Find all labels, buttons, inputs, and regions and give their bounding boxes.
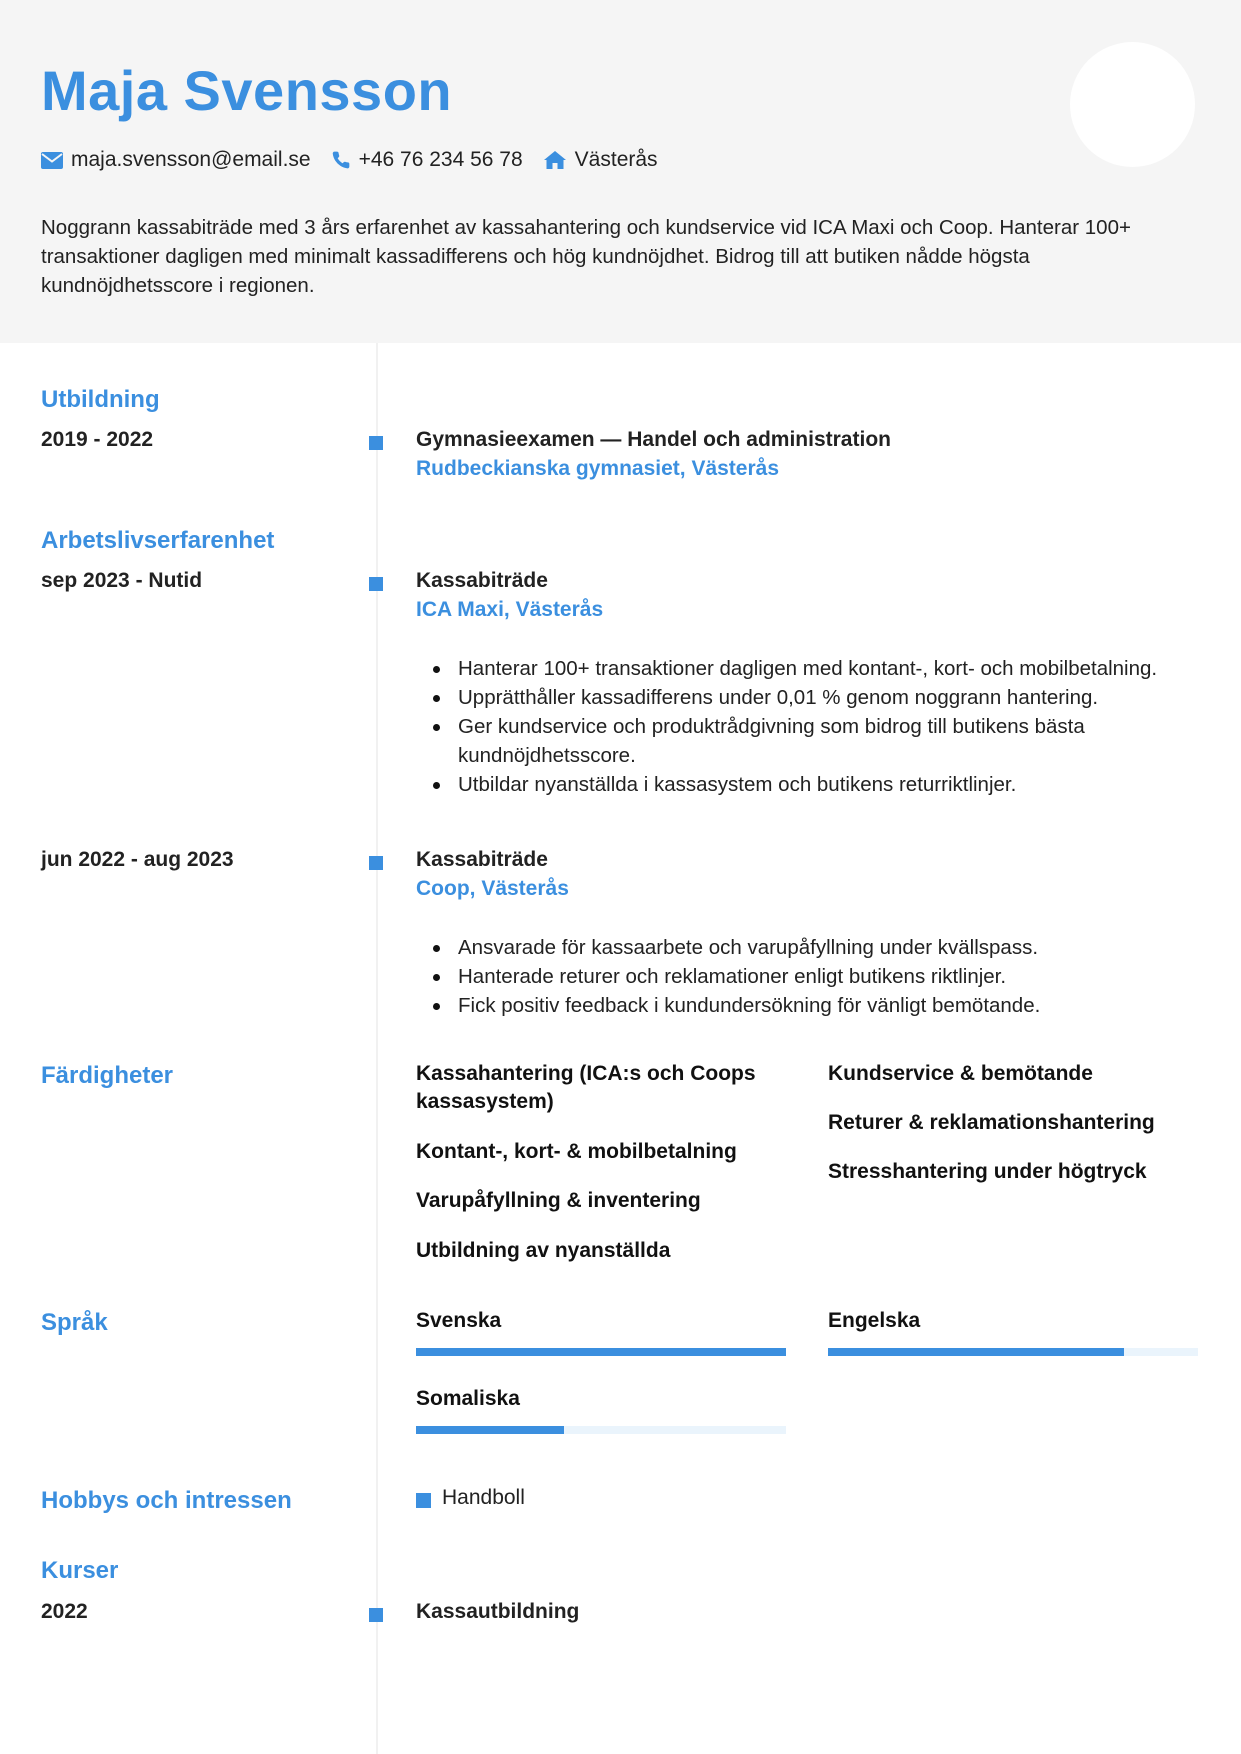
contact-location [543,148,658,172]
section-title-hobbies: Hobbys och intressen [41,1487,292,1514]
section-title-education: Utbildning [41,386,160,413]
timeline-marker [369,577,383,591]
experience-employer: ICA Maxi, Västerås [416,598,604,621]
experience-role: Kassabiträde [416,848,548,871]
list-item: Ansvarade för kassaarbete och varupåfyllning under kvällspass. [416,933,1206,962]
skill-item: Varupåfyllning & inventering [416,1189,701,1212]
language-name: Svenska [416,1309,502,1332]
timeline-marker [369,856,383,870]
skill-item: Returer & reklamationshantering [828,1111,1155,1134]
language-level-bar [828,1348,1198,1356]
skill-item: Stresshantering under högtryck [828,1160,1147,1183]
skill-item: Kundservice & bemötande [828,1062,1093,1085]
language-level-bar [416,1348,786,1356]
experience-bullets [416,654,1206,799]
profile-summary: Noggrann kassabiträde med 3 års erfarenhet av kassahantering och kundservice vid ICA Maxi och Coop. Hanterar 100+ transaktioner dagligen med minimalt kassadifferens och hög kundnöjdhet. Bidrog till att butiken nådde högsta kundnöjdhetsscore i regionen. [41,216,1131,297]
email-text: maja.svensson@email.se [71,148,311,171]
home-icon [543,150,567,170]
list-item: Fick positiv feedback i kundundersökning för vänligt bemötande. [416,991,1206,1020]
contact-phone[interactable] [331,148,523,172]
phone-text: +46 76 234 56 78 [358,148,523,171]
language-level-fill [416,1426,564,1434]
contact-info [41,145,678,175]
course-name: Kassautbildning [416,1600,580,1623]
timeline-marker [369,436,383,450]
skill-item: Utbildning av nyanställda [416,1239,671,1262]
language-name: Engelska [828,1309,921,1332]
list-item: Hanterade returer och reklamationer enligt butikens riktlinjer. [416,962,1206,991]
experience-date: jun 2022 - aug 2023 [41,848,234,871]
location-text: Västerås [574,148,658,171]
list-item: Ger kundservice och produktrådgivning som bidrog till butikens bästa kundnöjdhetsscore. [416,712,1206,770]
experience-employer: Coop, Västerås [416,877,569,900]
course-date: 2022 [41,1600,88,1623]
language-level-fill [828,1348,1124,1356]
avatar [1070,42,1195,167]
section-title-experience: Arbetslivserfarenhet [41,527,275,554]
envelope-icon [41,152,63,169]
phone-icon [331,150,351,170]
skill-item: Kassahantering (ICA:s och Coops kassasystem) [416,1062,756,1113]
experience-date: sep 2023 - Nutid [41,569,203,592]
contact-email[interactable] [41,148,311,172]
language-level-bar [416,1426,786,1434]
list-item: Hanterar 100+ transaktioner dagligen med kontant-, kort- och mobilbetalning. [416,654,1206,683]
skill-item: Kontant-, kort- & mobilbetalning [416,1140,737,1163]
timeline-divider [376,343,378,1754]
experience-bullets [416,933,1206,1020]
candidate-name: Maja Svensson [41,59,453,122]
section-title-courses: Kurser [41,1557,119,1584]
section-title-skills: Färdigheter [41,1062,174,1089]
header [0,0,1241,343]
list-item: Utbildar nyanställda i kassasystem och butikens returriktlinjer. [416,770,1206,799]
hobby-item: Handboll [442,1486,525,1509]
language-level-fill [416,1348,786,1356]
language-name: Somaliska [416,1387,520,1410]
education-date: 2019 - 2022 [41,428,154,451]
education-school: Rudbeckianska gymnasiet, Västerås [416,457,780,480]
hobby-bullet [416,1493,431,1508]
timeline-marker [369,1608,383,1622]
education-degree: Gymnasieexamen — Handel och administration [416,428,891,451]
section-title-languages: Språk [41,1309,108,1336]
list-item: Upprätthåller kassadifferens under 0,01 % genom noggrann hantering. [416,683,1206,712]
experience-role: Kassabiträde [416,569,548,592]
